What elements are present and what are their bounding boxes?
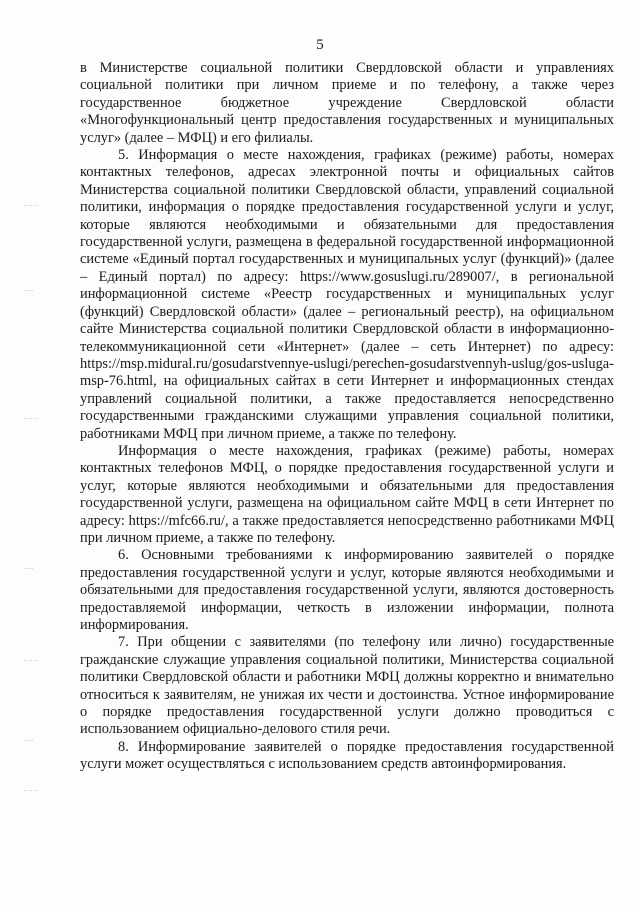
page-number: 5 xyxy=(316,37,324,53)
paragraph-item-7: 7. При общении с заявителями (по телефону или лично) государственные гражданские служащие управления социальной политики, Министерства социальной политики Свердловской области и работники МФЦ должны корректно и внимательно относиться к заявителям, не унижая их чести и достоинства. Устное информирование о порядке предоставления государственной услуги должно проводиться с использованием официально-делового стиля речи. xyxy=(80,634,614,738)
scan-artifact xyxy=(24,740,33,744)
paragraph-item-8: 8. Информирование заявителей о порядке предоставления государственной услуги может осуществляться с использованием средств автоинформирования. xyxy=(80,738,614,773)
paragraph-mfc-info: Информация о месте нахождения, графиках (режиме) работы, номерах контактных телефонов МФЦ, о порядке предоставления государственной услуги и услуг, которые являются необходимыми и обязательными для предоставления государственной услуги, размещена на официальном сайте МФЦ в сети Интернет по адресу: https://mfc66.ru/, а также предоставляется непосредственно работниками МФЦ при личном приеме, а также по телефону. xyxy=(80,442,614,546)
scan-artifact xyxy=(24,290,33,294)
document-body xyxy=(80,60,614,774)
paragraph-item-5: 5. Информация о месте нахождения, графиках (режиме) работы, номерах контактных телефонов, адресах электронной почты и официальных сайтов Министерства социальной политики Свердловской области, управлений социальной политики, информация о порядке предоставления государственной услуги и услуг, которые являются необходимыми и обязательными для предоставления государственной услуги, размещена в федеральной государственной информационной системе «Единый портал государственных и муниципальных услуг (функций)» (далее – Единый портал) по адресу: https://www.gosuslugi.ru/289007/, в региональной информационной системе «Реестр государственных и муниципальных услуг (функций) Свердловской области» (далее – региональный реестр), на официальном сайте Министерства социальной политики Свердловской области в информационно-телекоммуникационной сети «Интернет» (далее – сеть Интернет) по адресу: https://msp.midural.ru/gosudarstvennye-uslugi/perechen-gosudarstvennyh-uslug/gos-usluga-msp-76.html, на официальных сайтах в сети Интернет и информационных стендах управлений социальной политики, а также предоставляется непосредственно государственными гражданскими служащими управления социальной политики, работниками МФЦ при личном приеме, а также по телефону. xyxy=(80,147,614,442)
scan-artifact xyxy=(24,568,33,572)
scan-artifact xyxy=(24,418,38,422)
paragraph-item-6: 6. Основными требованиями к информированию заявителей о порядке предоставления государственной услуги и услуг, которые являются необходимыми и обязательными для предоставления государственной услуги, являются достоверность предоставляемой информации, четкость в изложении информации, полнота информирования. xyxy=(80,547,614,633)
scan-artifact xyxy=(24,790,38,794)
paragraph-continuation: в Министерстве социальной политики Свердловской области и управлениях социальной политики при личном приеме и по телефону, а также через государственное бюджетное учреждение Свердловской области «Многофункциональный центр предоставления государственных и муниципальных услуг» (далее – МФЦ) и его филиалы. xyxy=(80,60,614,146)
scan-artifact xyxy=(24,205,38,209)
scan-artifact xyxy=(24,660,38,664)
